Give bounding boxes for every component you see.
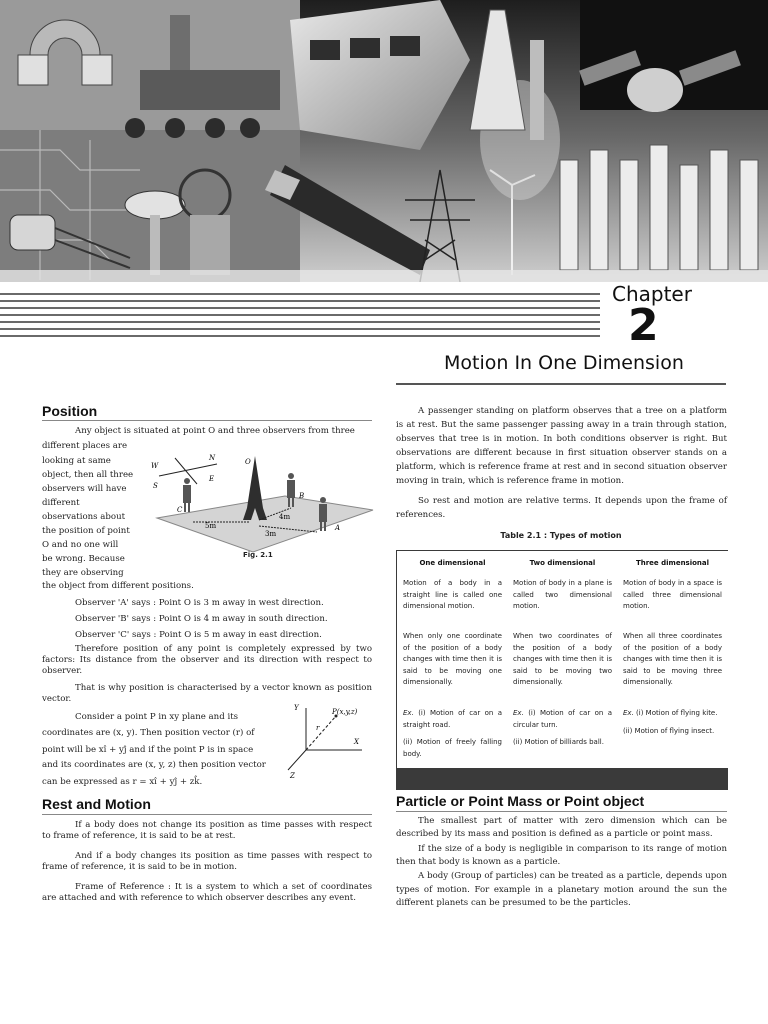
example-text: (ii) Motion of freely falling body. xyxy=(403,738,502,758)
table-cell: Motion of a body in a straight line is called one dimensional motion. xyxy=(398,575,508,628)
observer-figure-c xyxy=(183,478,191,512)
table-row xyxy=(398,705,728,768)
text-line: point will be xî + yĵ and if the point P is in space xyxy=(42,745,254,755)
table-cell: When only one coordinate of the position of a body changes with time then it is said to be moving one dimensionally. xyxy=(398,628,508,705)
example-text: (i) Motion of flying kite. xyxy=(636,709,718,717)
chapter-title: Motion In One Dimension xyxy=(444,352,684,374)
section-rule xyxy=(42,420,372,421)
example-text: (i) Motion of car on a straight road. xyxy=(403,709,502,729)
axis-z-label: Z xyxy=(290,772,295,780)
point-o-label: O xyxy=(245,458,251,466)
compass-w: W xyxy=(151,462,159,470)
table-row xyxy=(398,575,728,628)
distance-3m: 3m xyxy=(265,530,277,538)
section-heading-position: Position xyxy=(42,403,98,419)
observer-b-statement: Observer 'B' says : Point O is 4 m away in south direction. xyxy=(75,614,328,624)
example-text: (i) Motion of car on a circular turn. xyxy=(513,709,612,729)
table-title: Table 2.1 : Types of motion xyxy=(500,531,622,540)
example-text: (ii) Motion of billiards ball. xyxy=(513,738,604,747)
table-cell-examples xyxy=(398,705,508,768)
chapter-banner-collage xyxy=(0,0,768,282)
text-line: be wrong. Because xyxy=(42,554,125,564)
table-cell-examples xyxy=(618,705,728,768)
relative-terms-paragraph: So rest and motion are relative terms. It depends upon the frame of references. xyxy=(396,496,727,520)
text-line: looking at same xyxy=(42,456,111,466)
table-cell: Motion of body in a space is called three dimensional motion. xyxy=(618,575,728,628)
position-vector-paragraph: That is why position is characterised by a vector known as position vector. xyxy=(42,683,372,704)
table-cell: When two coordinates of the position of a body changes with time then it is said to be moving two dimensionally. xyxy=(508,628,618,705)
section-rule xyxy=(396,811,727,812)
text-line: observers will have xyxy=(42,484,127,494)
table-row xyxy=(398,628,728,705)
axis-y-label: Y xyxy=(294,704,299,712)
example-text: (ii) Motion of flying insect. xyxy=(623,726,715,735)
text-line: the position of point xyxy=(42,526,130,536)
chapter-label: Chapter xyxy=(612,282,692,306)
text-line: different xyxy=(42,498,80,508)
text-line: they are observing xyxy=(42,568,124,578)
banner-illustration xyxy=(0,0,768,282)
vector-r-label: r xyxy=(316,724,320,732)
ex-label: Ex. xyxy=(403,709,414,717)
text-line: and its coordinates are (x, y, z) then position vector xyxy=(42,760,266,770)
observer-c-label: C xyxy=(177,506,183,514)
text-line: O and no one will xyxy=(42,540,119,550)
table-header-cell: Three dimensional xyxy=(618,552,728,575)
table-cell: When all three coordinates of the position of a body changes with time then it is said to be moving three dimensionally. xyxy=(618,628,728,705)
table-cell-examples xyxy=(508,705,618,768)
ex-label: Ex. xyxy=(513,709,524,717)
observer-c-statement: Observer 'C' says : Point O is 5 m away in east direction. xyxy=(75,630,322,640)
section-heading-particle: Particle or Point Mass or Point object xyxy=(396,793,645,809)
point-p-label: P(x,y,z) xyxy=(332,708,358,716)
text-line: Consider a point P in xy plane and its xyxy=(75,712,239,722)
text-line: can be expressed as r = xî + yĵ + zk̂. xyxy=(42,777,203,787)
observer-a-label: A xyxy=(335,524,341,532)
title-underline xyxy=(396,383,726,385)
text-line: object, then all three xyxy=(42,470,134,480)
observer-a-statement: Observer 'A' says : Point O is 3 m away in west direction. xyxy=(75,598,324,608)
table-header-row xyxy=(398,552,728,575)
text-line: the object from different positions. xyxy=(42,581,194,591)
section-heading-rest-motion: Rest and Motion xyxy=(42,796,151,812)
particle-definition-paragraph: The smallest part of matter with zero dimension which can be described by its mass and position is defined as a particle or point mass. xyxy=(396,816,727,839)
chapter-number: 2 xyxy=(628,300,659,351)
position-factors-paragraph: Therefore position of any point is completely expressed by two factors: Its distance from the observer and its direction with respect to observer. xyxy=(42,644,372,676)
compass-n: N xyxy=(209,454,216,462)
compass-e: E xyxy=(209,475,215,483)
distance-5m: 5m xyxy=(205,522,217,530)
axis-x-label: X xyxy=(354,738,359,746)
ex-label: Ex. xyxy=(623,709,634,717)
insulators-icon xyxy=(560,145,758,270)
distance-4m: 4m xyxy=(279,513,291,521)
text-line: coordinates are (x, y). Then position vector (r) of xyxy=(42,728,255,738)
table-header-cell: Two dimensional xyxy=(508,552,618,575)
rest-paragraph: If a body does not change its position as time passes with respect to frame of reference, it is said to be at rest. xyxy=(42,820,372,841)
figure-2-1-observers xyxy=(145,448,377,560)
particle-group-paragraph: A body (Group of particles) can be treated as a particle, depends upon types of motion. For example in a planetary motion around the sun the different planets can be presumed to be the particles. xyxy=(396,871,727,908)
text-line: observations about xyxy=(42,512,126,522)
types-of-motion-table xyxy=(397,551,728,768)
table-cell: Motion of body in a plane is called two dimensional motion. xyxy=(508,575,618,628)
decorative-stripes xyxy=(0,290,600,342)
motion-paragraph: And if a body changes its position as time passes with respect to frame of reference, it is said to be in motion. xyxy=(42,851,372,872)
observer-b-label: B xyxy=(299,492,305,500)
frame-of-reference-paragraph: Frame of Reference : It is a system to which a set of coordinates are attached and with reference to which observer describes any event. xyxy=(42,882,372,903)
passenger-paragraph: A passenger standing on platform observes that a tree on a platform is at rest. But the same passenger passing away in a train through station, observes that tree is in motion. In both conditions observer is right. But observations are different because in first situation observer stands on a platform, which is reference frame at rest and in second situation observer moving in train, which is reference frame in motion. xyxy=(396,406,727,486)
text-line: Any object is situated at point O and three observers from three xyxy=(75,426,355,436)
table-header-cell: One dimensional xyxy=(398,552,508,575)
figure-position-vector-axes xyxy=(282,698,372,780)
figure-caption: Fig. 2.1 xyxy=(243,551,273,559)
particle-size-paragraph: If the size of a body is negligible in comparison to its range of motion then that body is known as a particle. xyxy=(396,844,727,867)
compass-s: S xyxy=(153,482,158,490)
section-rule xyxy=(42,814,372,815)
text-line: different places are xyxy=(42,441,128,451)
